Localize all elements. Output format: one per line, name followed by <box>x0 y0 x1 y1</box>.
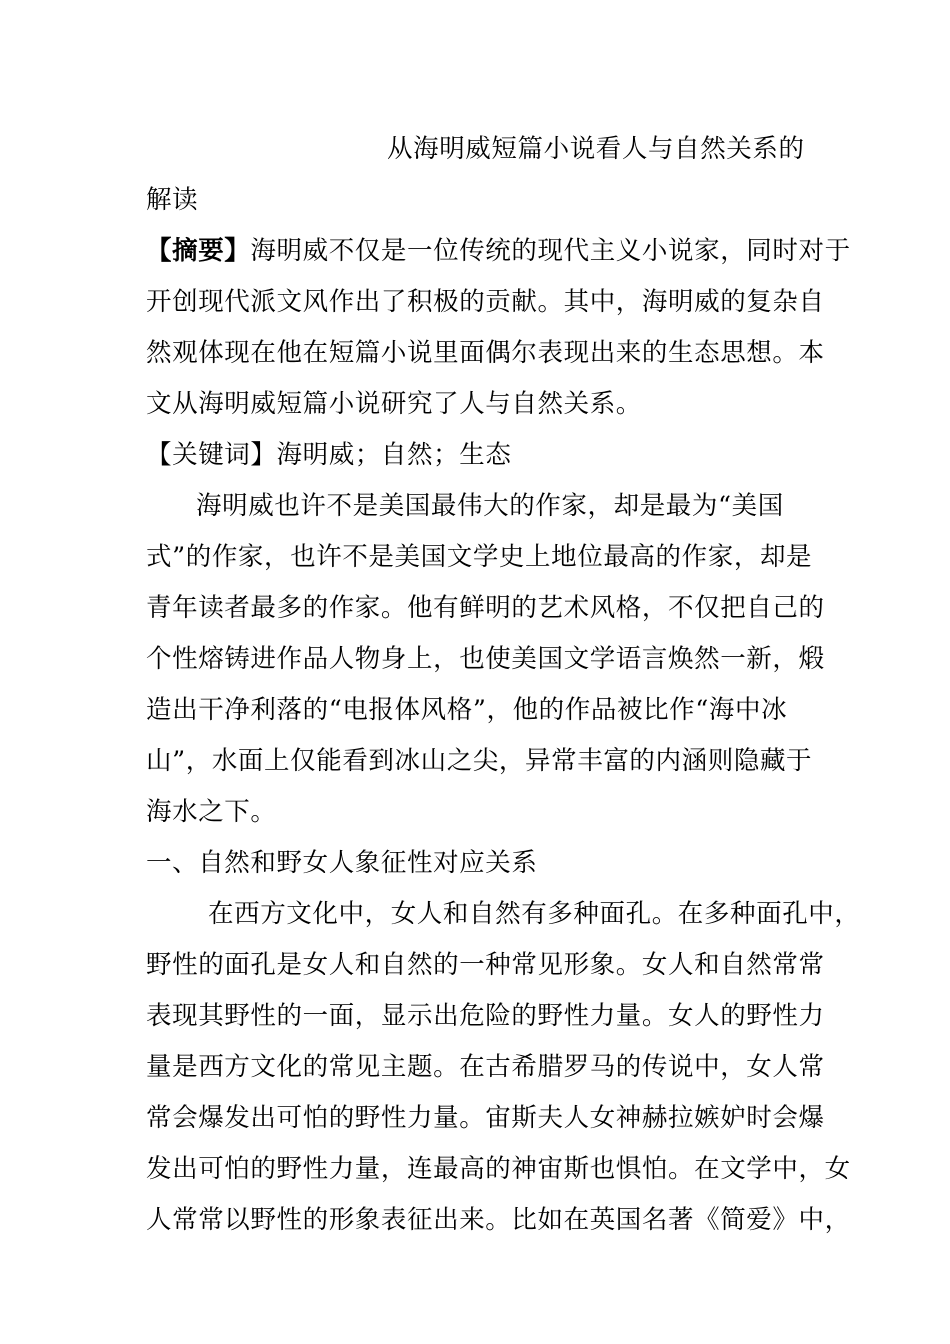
document-body <box>146 124 861 1246</box>
abstract-line <box>146 226 851 277</box>
paragraph-line: 海水之下。 <box>146 797 277 827</box>
paragraph-line: 海明威也许不是美国最伟大的作家，却是最为“美国 <box>196 491 784 521</box>
abstract-line: 然观体现在他在短篇小说里面偶尔表现出来的生态思想。本 <box>146 338 825 368</box>
keywords-label: 【关键词】 <box>146 440 277 470</box>
paragraph-line: 式”的作家，也许不是美国文学史上地位最高的作家，却是 <box>146 542 813 572</box>
keywords-text: 海明威；自然；生态 <box>276 440 512 470</box>
paragraph-line: 野性的面孔是女人和自然的一种常见形象。女人和自然常常 <box>146 950 825 980</box>
abstract-label: 【摘要】 <box>146 236 251 266</box>
paragraph-line: 造出干净利落的“电报体风格”，他的作品被比作“海中冰 <box>146 695 788 725</box>
abstract-text: 海明威不仅是一位传统的现代主义小说家，同时对于 <box>250 236 851 266</box>
abstract-line: 开创现代派文风作出了积极的贡献。其中，海明威的复杂自 <box>146 287 825 317</box>
paragraph-line: 表现其野性的一面，显示出危险的野性力量。女人的野性力 <box>146 1001 825 1031</box>
abstract-line: 文从海明威短篇小说研究了人与自然关系。 <box>146 389 642 419</box>
keywords-line <box>146 430 811 481</box>
section-heading: 一、自然和野女人象征性对应关系 <box>146 848 538 878</box>
paragraph-line: 个性熔铸进作品人物身上，也使美国文学语言焕然一新，煅 <box>146 644 825 674</box>
paragraph-line: 发出可怕的野性力量，连最高的神宙斯也惧怕。在文学中，女 <box>146 1154 851 1184</box>
paragraph-line: 山”，水面上仅能看到冰山之尖，异常丰富的内涵则隐藏于 <box>146 746 813 776</box>
document-title: 从海明威短篇小说看人与自然关系的 <box>387 134 805 164</box>
paragraph-line: 在西方文化中，女人和自然有多种面孔。在多种面孔中， <box>208 899 861 929</box>
paragraph-line: 人常常以野性的形象表征出来。比如在英国名著《简爱》中， <box>146 1205 851 1235</box>
paragraph-line: 青年读者最多的作家。他有鲜明的艺术风格，不仅把自己的 <box>146 593 825 623</box>
paragraph-line: 量是西方文化的常见主题。在古希腊罗马的传说中，女人常 <box>146 1052 825 1082</box>
document-title-continued: 解读 <box>146 185 199 215</box>
paragraph-line: 常会爆发出可怕的野性力量。宙斯夫人女神赫拉嫉妒时会爆 <box>146 1103 825 1133</box>
